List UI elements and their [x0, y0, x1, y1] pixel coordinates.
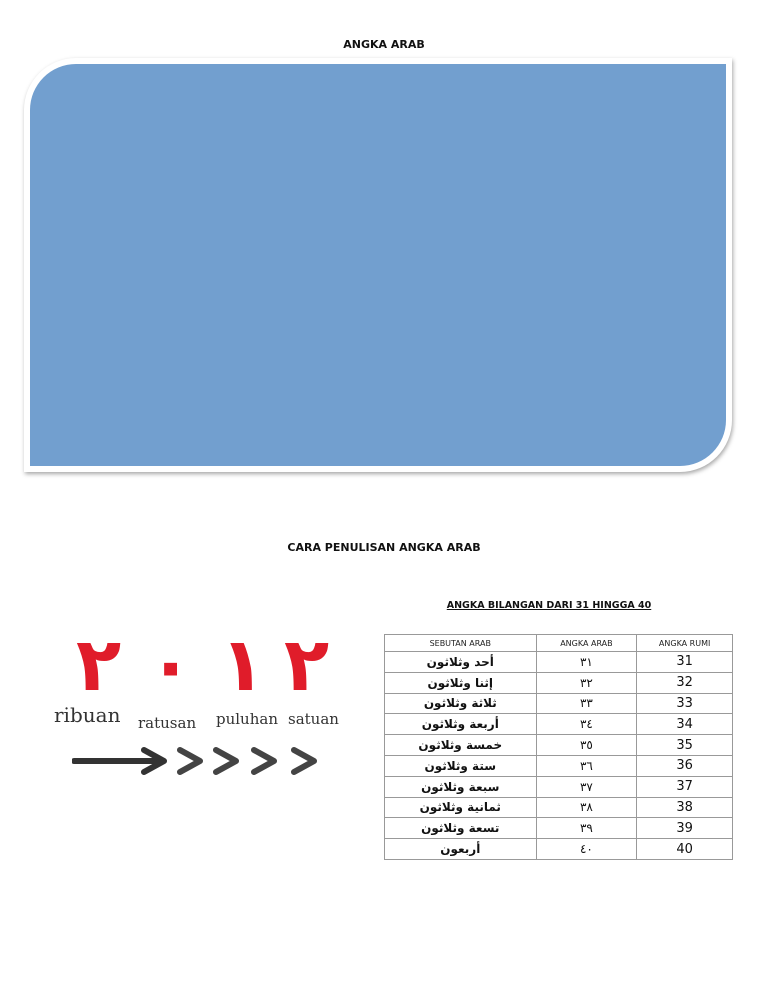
cell-rumi: 35	[637, 735, 733, 756]
table-row	[385, 714, 733, 735]
header-angka-rumi: ANGKA RUMI	[637, 635, 733, 652]
cell-sebutan: تسعة وثلاثون	[385, 818, 537, 839]
digit-thousands: ٢	[76, 622, 122, 708]
table-row	[385, 693, 733, 714]
place-label-ratusan: ratusan	[138, 714, 197, 732]
table-row	[385, 735, 733, 756]
page-title: ANGKA ARAB	[343, 38, 425, 51]
cell-arab: ٣٨	[536, 797, 637, 818]
place-label-puluhan: puluhan	[216, 710, 278, 728]
table-row	[385, 755, 733, 776]
header-sebutan-arab: SEBUTAN ARAB	[385, 635, 537, 652]
cell-rumi: 38	[637, 797, 733, 818]
cell-sebutan: إثنا وثلاثون	[385, 672, 537, 693]
arrows-graphic	[72, 742, 332, 782]
header-angka-arab: ANGKA ARAB	[536, 635, 637, 652]
chevron-right-icon	[294, 750, 314, 772]
cell-rumi: 37	[637, 776, 733, 797]
digit-ones: ٢	[284, 622, 330, 708]
cell-arab: ٣٧	[536, 776, 637, 797]
table-row	[385, 776, 733, 797]
table-row	[385, 672, 733, 693]
table-row	[385, 797, 733, 818]
cell-sebutan: أربعة وثلاثون	[385, 714, 537, 735]
cell-sebutan: ثمانية وثلاثون	[385, 797, 537, 818]
cell-rumi: 36	[637, 755, 733, 776]
cell-sebutan: أحد وثلاثون	[385, 652, 537, 673]
table-header-row	[385, 635, 733, 652]
table-row	[385, 818, 733, 839]
cell-arab: ٣٥	[536, 735, 637, 756]
cell-rumi: 32	[637, 672, 733, 693]
place-label-ribuan: ribuan	[54, 703, 121, 727]
cell-rumi: 40	[637, 839, 733, 860]
cell-rumi: 33	[637, 693, 733, 714]
section-title: CARA PENULISAN ANGKA ARAB	[287, 541, 481, 554]
place-label-satuan: satuan	[288, 710, 339, 728]
cell-arab: ٣٤	[536, 714, 637, 735]
cell-sebutan: ستة وثلاثون	[385, 755, 537, 776]
cell-sebutan: خمسة وثلاثون	[385, 735, 537, 756]
table-row	[385, 652, 733, 673]
cell-sebutan: أربعون	[385, 839, 537, 860]
chevron-right-icon	[216, 750, 236, 772]
blue-panel	[30, 64, 726, 466]
chevron-right-icon	[180, 750, 200, 772]
cell-sebutan: سبعة وثلاثون	[385, 776, 537, 797]
place-value-diagram	[52, 622, 342, 788]
cell-arab: ٣٦	[536, 755, 637, 776]
cell-arab: ٣٣	[536, 693, 637, 714]
right-arrow-icon	[74, 750, 164, 772]
cell-arab: ٣٢	[536, 672, 637, 693]
cell-arab: ٣٩	[536, 818, 637, 839]
cell-arab: ٤٠	[536, 839, 637, 860]
numbers-table	[384, 634, 733, 860]
table-title: ANGKA BILANGAN DARI 31 HINGGA 40	[446, 600, 652, 611]
blue-panel-frame	[24, 58, 732, 472]
digit-hundreds: ٠	[148, 622, 194, 708]
table-row	[385, 839, 733, 860]
cell-arab: ٣١	[536, 652, 637, 673]
chevron-right-icon	[254, 750, 274, 772]
cell-sebutan: ثلاثة وثلاثون	[385, 693, 537, 714]
cell-rumi: 31	[637, 652, 733, 673]
cell-rumi: 34	[637, 714, 733, 735]
cell-rumi: 39	[637, 818, 733, 839]
digit-tens: ١	[220, 622, 266, 708]
